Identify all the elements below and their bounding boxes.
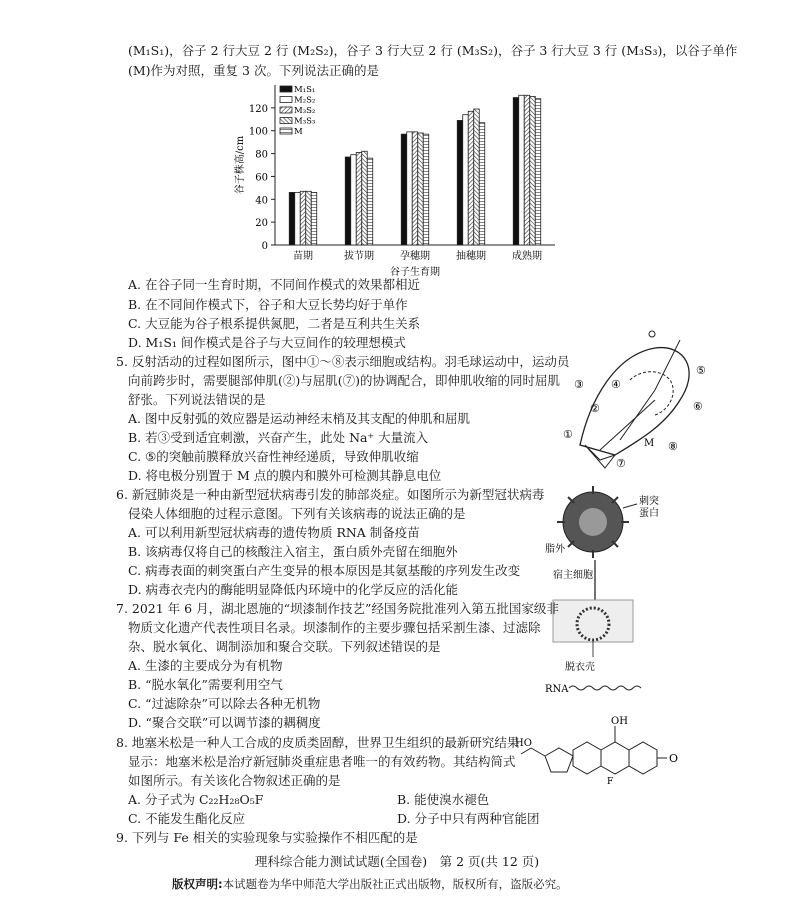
bar [289, 192, 295, 245]
q7-line-3: 杂、脱水氧化、调制添加和聚合交联。下列叙述错误的是 [128, 639, 441, 654]
bar [311, 192, 317, 245]
bar [474, 109, 480, 245]
fig5-label-m: M [644, 438, 655, 449]
legend-swatch [280, 118, 292, 124]
q6-line-2: 侵染人体细胞的过程示意图。下列有关该病毒的说法正确的是 [128, 506, 466, 521]
bar [513, 98, 519, 245]
q7-line-1: 7. 2021 年 6 月，湖北恩施的“坝漆制作技艺”经国务院批准列入第五批国家级非 [116, 601, 559, 616]
bar [295, 192, 301, 245]
q6-option-a: A. 可以利用新型冠状病毒的遗传物质 RNA 制备疫苗 [128, 525, 420, 540]
q6-option-c: C. 病毒表面的刺突蛋白产生变异的根本原因是其氨基酸的序列发生改变 [128, 563, 521, 578]
dexamethasone-structure [515, 712, 685, 792]
q6-option-b: B. 该病毒仅将自己的核酸注入宿主，蛋白质外壳留在细胞外 [128, 544, 458, 559]
intro-line-2: (M)作为对照，重复 3 次。下列说法正确的是 [128, 63, 379, 78]
q5-option-d: D. 将电极分别置于 M 点的膜内和膜外可检测其静息电位 [128, 468, 442, 483]
bar [479, 123, 485, 245]
q7-line-2: 物质文化遗产代表性项目名录。坝漆制作的主要步骤包括采割生漆、过滤除 [128, 620, 541, 635]
legend-label: M₂S₂ [294, 95, 316, 106]
copyright-text: 本试题卷为华中师范大学出版社正式出版物，版权所有，盗版必究。 [222, 877, 568, 891]
legend-swatch [280, 97, 292, 103]
q6-line-1: 6. 新冠肺炎是一种由新型冠状病毒引发的肺部炎症。如图所示为新型冠状病毒 [116, 487, 545, 502]
fig6-uncoat-label: 脱衣壳 [565, 662, 595, 673]
intro-line-1: (M₁S₁)，谷子 2 行大豆 2 行 (M₂S₂)，谷子 3 行大豆 2 行 (M₃S₂)，谷子 3 行大豆 3 行 (M₃S₃)，以谷子单作 [128, 43, 738, 58]
legend-swatch [280, 86, 292, 92]
fig8-o-label: O [669, 752, 679, 765]
bar [401, 134, 407, 245]
fig8-ho-label: HO [515, 738, 532, 749]
q5-line-1: 5. 反射活动的过程如图所示，图中①～⑧表示细胞或结构。羽毛球运动中，运动员 [116, 354, 570, 369]
y-tick-label: 40 [255, 195, 268, 207]
fig5-label-1: ① [563, 428, 573, 441]
y-tick-label: 80 [255, 149, 268, 161]
q5-option-b: B. 若③受到适宜刺激，兴奋产生，此处 Na⁺ 大量流入 [128, 430, 429, 445]
bar-chart [205, 78, 565, 278]
legend-swatch [280, 107, 292, 113]
x-tick-label: 苗期 [293, 251, 313, 262]
y-tick-label: 60 [255, 172, 268, 184]
legend-label: M [294, 127, 303, 137]
bar [345, 157, 351, 245]
fig5-label-2: ② [590, 402, 600, 415]
y-tick-label: 120 [248, 103, 268, 115]
q5-option-a: A. 图中反射弧的效应器是运动神经末梢及其支配的伸肌和屈肌 [128, 411, 470, 426]
bar [367, 158, 373, 245]
bar [519, 95, 525, 245]
legend-label: M₃S₂ [294, 106, 316, 116]
q5-line-2: 向前跨步时，需要腿部伸肌(②)与屈肌(⑦)的协调配合，即伸肌收缩的同时屈肌 [128, 373, 561, 388]
bar [463, 115, 469, 245]
bar [530, 96, 536, 245]
x-tick-label: 孕穗期 [400, 251, 430, 262]
q8-line-1: 8. 地塞米松是一种人工合成的皮质类固醇，世界卫生组织的最新研究结果 [116, 735, 520, 750]
q9-line: 9. 下列与 Fe 相关的实验现象与实验操作不相匹配的是 [116, 830, 418, 845]
x-tick-label: 拔节期 [344, 251, 374, 262]
x-tick-label: 成熟期 [512, 251, 542, 262]
y-tick-label: 20 [255, 218, 268, 230]
fig5-label-8: ⑧ [668, 440, 678, 453]
q8-option-d: D. 分子中只有两种官能团 [397, 811, 540, 826]
copyright-label: 版权声明: [172, 877, 223, 891]
fig5-label-4: ④ [611, 378, 621, 391]
y-tick-label: 100 [248, 126, 268, 138]
bar [524, 95, 530, 245]
q8-line-3: 如图所示。有关该化合物叙述正确的是 [128, 773, 341, 788]
page-footer: 理科综合能力测试试题(全国卷) 第 2 页(共 12 页) [254, 854, 540, 869]
bar [412, 132, 418, 245]
virus-infection-figure [545, 482, 675, 700]
x-tick-label: 抽穗期 [456, 251, 486, 262]
bar [356, 152, 362, 245]
copyright-notice [172, 876, 568, 892]
fig6-host-label: 宿主细胞 [553, 570, 593, 581]
q6-option-d: D. 病毒衣壳内的酶能明显降低内环境中的化学反应的活化能 [128, 582, 459, 597]
x-axis-label: 谷子生育期 [390, 267, 440, 278]
bar [306, 191, 312, 245]
q7-option-c: C. “过滤除杂”可以除去各种无机物 [128, 696, 321, 711]
bar [407, 132, 413, 245]
q7-option-b: B. “脱水氧化”需要利用空气 [128, 677, 283, 692]
q4-option-c: C. 大豆能为谷子根系提供氮肥，二者是互利共生关系 [128, 316, 421, 331]
bar [457, 120, 463, 245]
q8-option-b: B. 能使溴水褪色 [397, 792, 490, 807]
fig6-spike-label: 刺突 [639, 496, 659, 507]
bar [351, 155, 357, 245]
fig8-oh-label: OH [611, 716, 628, 727]
q4-option-d: D. M₁S₁ 间作模式是谷子与大豆间作的较理想模式 [128, 335, 406, 350]
y-axis-label: 谷子株高/cm [235, 135, 246, 195]
bar [418, 133, 424, 245]
fig8-f-label: F [607, 777, 614, 787]
q4-option-a: A. 在谷子同一生育时期，不同间作模式的效果都相近 [128, 277, 420, 292]
reflex-arc-figure [560, 330, 710, 480]
bar [423, 134, 429, 245]
fig5-label-7: ⑦ [616, 457, 626, 470]
bar [535, 99, 541, 245]
q4-option-b: B. 在不同间作模式下，谷子和大豆长势均好于单作 [128, 297, 408, 312]
legend-label: M₁S₁ [294, 85, 316, 95]
q5-option-c: C. ⑤的突触前膜释放兴奋性神经递质，导致伸肌收缩 [128, 449, 419, 464]
q8-line-2: 显示：地塞米松是治疗新冠肺炎重症患者唯一的有效药物。其结构简式 [128, 754, 516, 769]
bar [468, 111, 474, 245]
q5-line-3: 舒张。下列说法错误的是 [128, 392, 266, 407]
q8-option-c: C. 不能发生酯化反应 [128, 811, 246, 826]
q8-option-a: A. 分子式为 C₂₂H₂₈O₅F [128, 792, 264, 807]
fig6-envelope-label: 脂外 [545, 544, 565, 555]
fig5-label-6: ⑥ [693, 400, 703, 413]
bar [300, 191, 306, 245]
fig6-spike-label-2: 蛋白 [639, 508, 659, 519]
fig5-label-3: ③ [574, 378, 584, 391]
q7-option-d: D. “聚合交联”可以调节漆的耦稠度 [128, 715, 321, 730]
bar [362, 151, 368, 245]
q7-option-a: A. 生漆的主要成分为有机物 [128, 658, 283, 673]
legend-swatch [280, 128, 292, 134]
legend-label: M₃S₃ [294, 116, 316, 127]
fig5-label-5: ⑤ [696, 364, 706, 377]
fig6-rna-label: RNA [545, 684, 569, 695]
y-tick-label: 0 [261, 241, 268, 252]
